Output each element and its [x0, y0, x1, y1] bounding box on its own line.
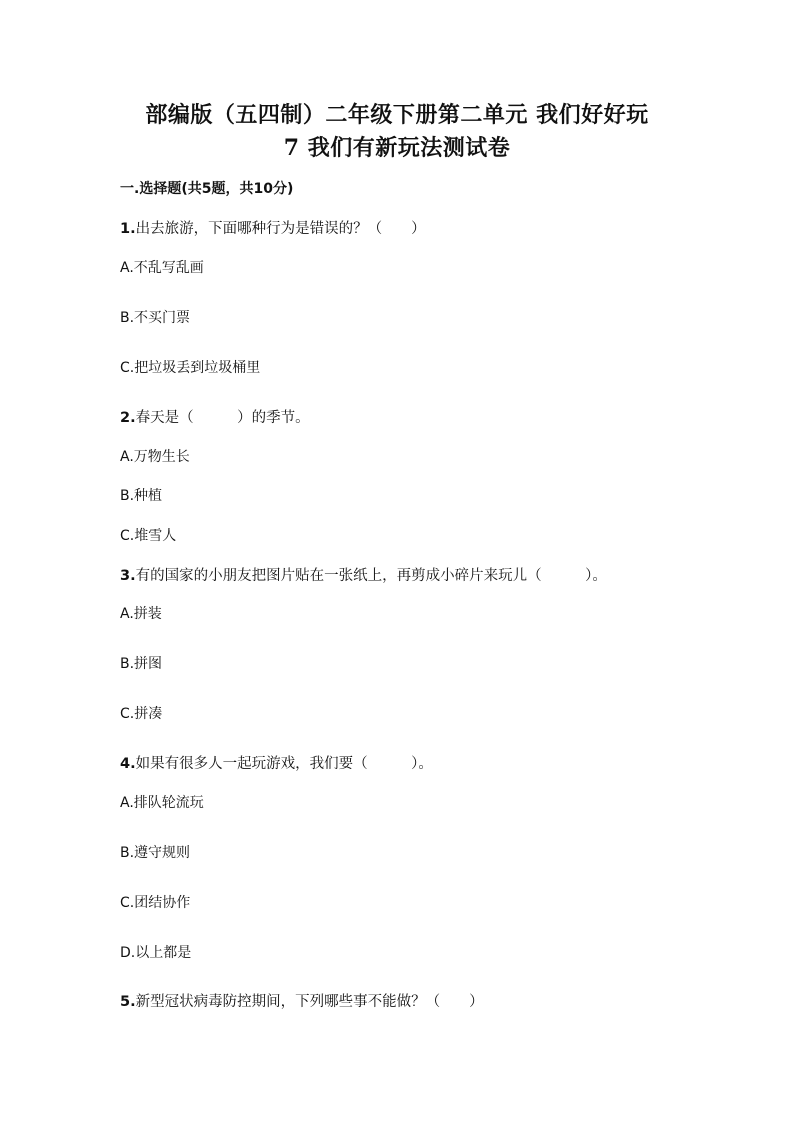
- option-4a: A.排队轮流玩: [120, 795, 204, 811]
- question-number: 1.: [120, 221, 136, 237]
- question-number: 5.: [120, 994, 136, 1010]
- question-number: 3.: [120, 568, 136, 584]
- option-4d: D.以上都是: [120, 945, 192, 961]
- question-3: [120, 564, 607, 585]
- question-text: 如果有很多人一起玩游戏，我们要（ ）。: [135, 756, 433, 772]
- question-1: [120, 217, 426, 238]
- option-1a: A.不乱写乱画: [120, 260, 204, 276]
- question-2: [120, 406, 310, 427]
- question-number: 2.: [120, 410, 136, 426]
- question-text: 春天是（ ）的季节。: [135, 410, 310, 426]
- option-3a: A.拼装: [120, 606, 162, 622]
- option-1b: B.不买门票: [120, 310, 191, 326]
- question-text: 有的国家的小朋友把图片贴在一张纸上，再剪成小碎片来玩儿（ ）。: [135, 568, 607, 584]
- document-title-line1: 部编版（五四制）二年级下册第二单元 我们好好玩: [145, 102, 649, 128]
- option-2c: C.堆雪人: [120, 528, 177, 544]
- document-title-line2: 7 我们有新玩法测试卷: [283, 135, 511, 161]
- option-3c: C.拼凑: [120, 706, 163, 722]
- option-4b: B.遵守规则: [120, 845, 191, 861]
- option-2b: B.种植: [120, 488, 163, 504]
- section-heading: 一.选择题(共5题，共10分): [120, 181, 294, 197]
- question-number: 4.: [120, 756, 136, 772]
- option-2a: A.万物生长: [120, 449, 190, 465]
- option-4c: C.团结协作: [120, 895, 191, 911]
- question-5: [120, 990, 484, 1011]
- option-1c: C.把垃圾丢到垃圾桶里: [120, 360, 261, 376]
- question-4: [120, 752, 433, 773]
- question-text: 新型冠状病毒防控期间，下列哪些事不能做？（ ）: [135, 994, 484, 1010]
- question-text: 出去旅游，下面哪种行为是错误的？（ ）: [135, 221, 426, 237]
- option-3b: B.拼图: [120, 656, 163, 672]
